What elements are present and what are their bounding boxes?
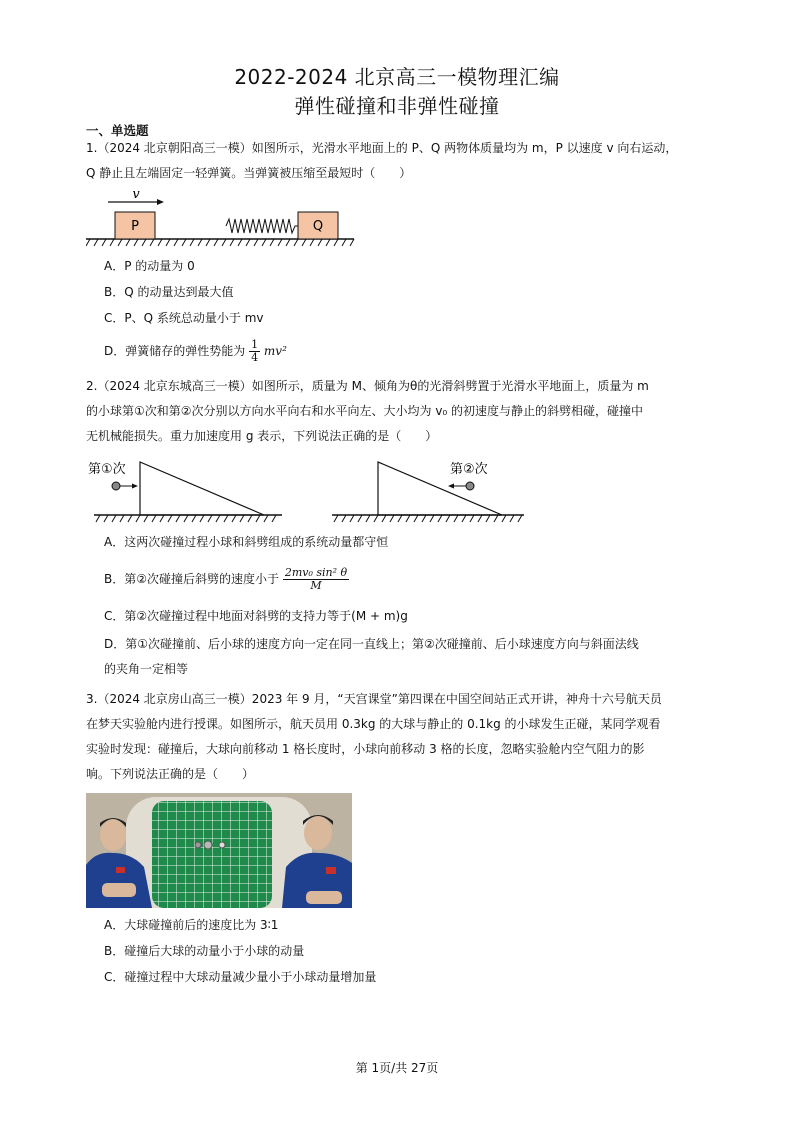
question-1-stem [86, 136, 710, 186]
collision-1-label: 第①次 [88, 462, 126, 477]
q1-option-a: A．P 的动量为 0 [104, 259, 195, 273]
question-2-figure [86, 456, 530, 526]
fraction-numerator: 2mv₀ sin² θ [284, 566, 348, 579]
q1-option-c: C．P、Q 系统总动量小于 mv [104, 311, 264, 325]
ball-small [219, 842, 225, 848]
q1-option-d-fraction [249, 339, 260, 364]
section-heading: 一、单选题 [86, 123, 149, 138]
fraction-numerator: 1 [251, 338, 259, 351]
question-3-stem-line3: 实验时发现：碰撞后，大球向前移动 1 格长度时，小球向前移动 3 格的长度，忽略实验舱内空气阻力的影 [86, 742, 645, 756]
q2-option-b-fraction [283, 567, 349, 592]
velocity-label: v [132, 187, 140, 202]
q3-option-a: A．大球碰撞前后的速度比为 3∶1 [104, 918, 279, 932]
block-q-label: Q [312, 219, 324, 234]
q1-option-d-formula: mv² [263, 344, 287, 358]
question-3-stem-line2: 在梦天实验舱内进行授课。如图所示，航天员用 0.3kg 的大球与静止的 0.1kg 的小球发生正碰，某同学观看 [86, 717, 661, 731]
q3-option-c: C．碰撞过程中大球动量减少量小于小球动量增加量 [104, 970, 377, 984]
fraction-denominator: 4 [251, 351, 259, 364]
wedge-1 [140, 462, 264, 515]
document-title: 2022-2024 北京高三一模物理汇编 [234, 65, 560, 89]
q1-option-d [104, 339, 287, 364]
ball-2 [466, 482, 474, 490]
ball-large [204, 841, 212, 849]
block-p-label: P [131, 219, 139, 234]
q2-option-b [104, 567, 349, 592]
q1-option-b: B．Q 的动量达到最大值 [104, 285, 234, 299]
grid-board [152, 801, 272, 908]
collision-2-label: 第②次 [450, 462, 488, 477]
document-subtitle: 弹性碰撞和非弹性碰撞 [294, 94, 500, 118]
question-1-stem-line1: 1.（2024 北京朝阳高三一模）如图所示，光滑水平地面上的 P、Q 两物体质量均为 m，P 以速度 v 向右运动， [86, 141, 678, 155]
question-3-stem-line1: 3.（2024 北京房山高三一模）2023 年 9 月，“天宫课堂”第四课在中国空间站正式开讲，神舟十六号航天员 [86, 692, 662, 706]
question-1-figure [86, 186, 358, 250]
q2-option-a: A．这两次碰撞过程小球和斜劈组成的系统动量都守恒 [104, 535, 389, 549]
q1-option-d-text: D．弹簧储存的弹性势能为 [104, 344, 246, 358]
space-station-photo [86, 793, 352, 908]
q2-option-d [104, 632, 710, 682]
page-number: 第 1页/共 27页 [355, 1061, 439, 1075]
question-3-stem-line4: 响。下列说法正确的是（ ） [86, 767, 255, 781]
question-2-stem [86, 374, 710, 449]
q2-option-d-line2: 的夹角一定相等 [104, 662, 189, 676]
question-2-stem-line1: 2.（2024 北京东城高三一模）如图所示，质量为 M、倾角为θ的光滑斜劈置于光滑水平地面上，质量为 m [86, 379, 649, 393]
question-2-stem-line2: 的小球第①次和第②次分别以方向水平向右和水平向左、大小均为 v₀ 的初速度与静止的斜劈相碰，碰撞中 [86, 404, 644, 418]
q2-option-c: C．第②次碰撞过程中地面对斜劈的支持力等于(M + m)g [104, 609, 408, 623]
question-2-stem-line3: 无机械能损失。重力加速度用 g 表示，下列说法正确的是（ ） [86, 429, 438, 443]
q2-option-b-text: B．第②次碰撞后斜劈的速度小于 [104, 572, 279, 586]
question-1-stem-line2: Q 静止且左端固定一轻弹簧。当弹簧被压缩至最短时（ ） [86, 166, 412, 180]
question-3-stem [86, 687, 710, 787]
fraction-denominator: M [310, 579, 322, 592]
spring [226, 219, 298, 233]
q3-option-b: B．碰撞后大球的动量小于小球的动量 [104, 944, 305, 958]
ball-1 [112, 482, 120, 490]
q2-option-d-line1: D．第①次碰撞前、后小球的速度方向一定在同一直线上；第②次碰撞前、后小球速度方向与斜面法线 [104, 637, 639, 651]
